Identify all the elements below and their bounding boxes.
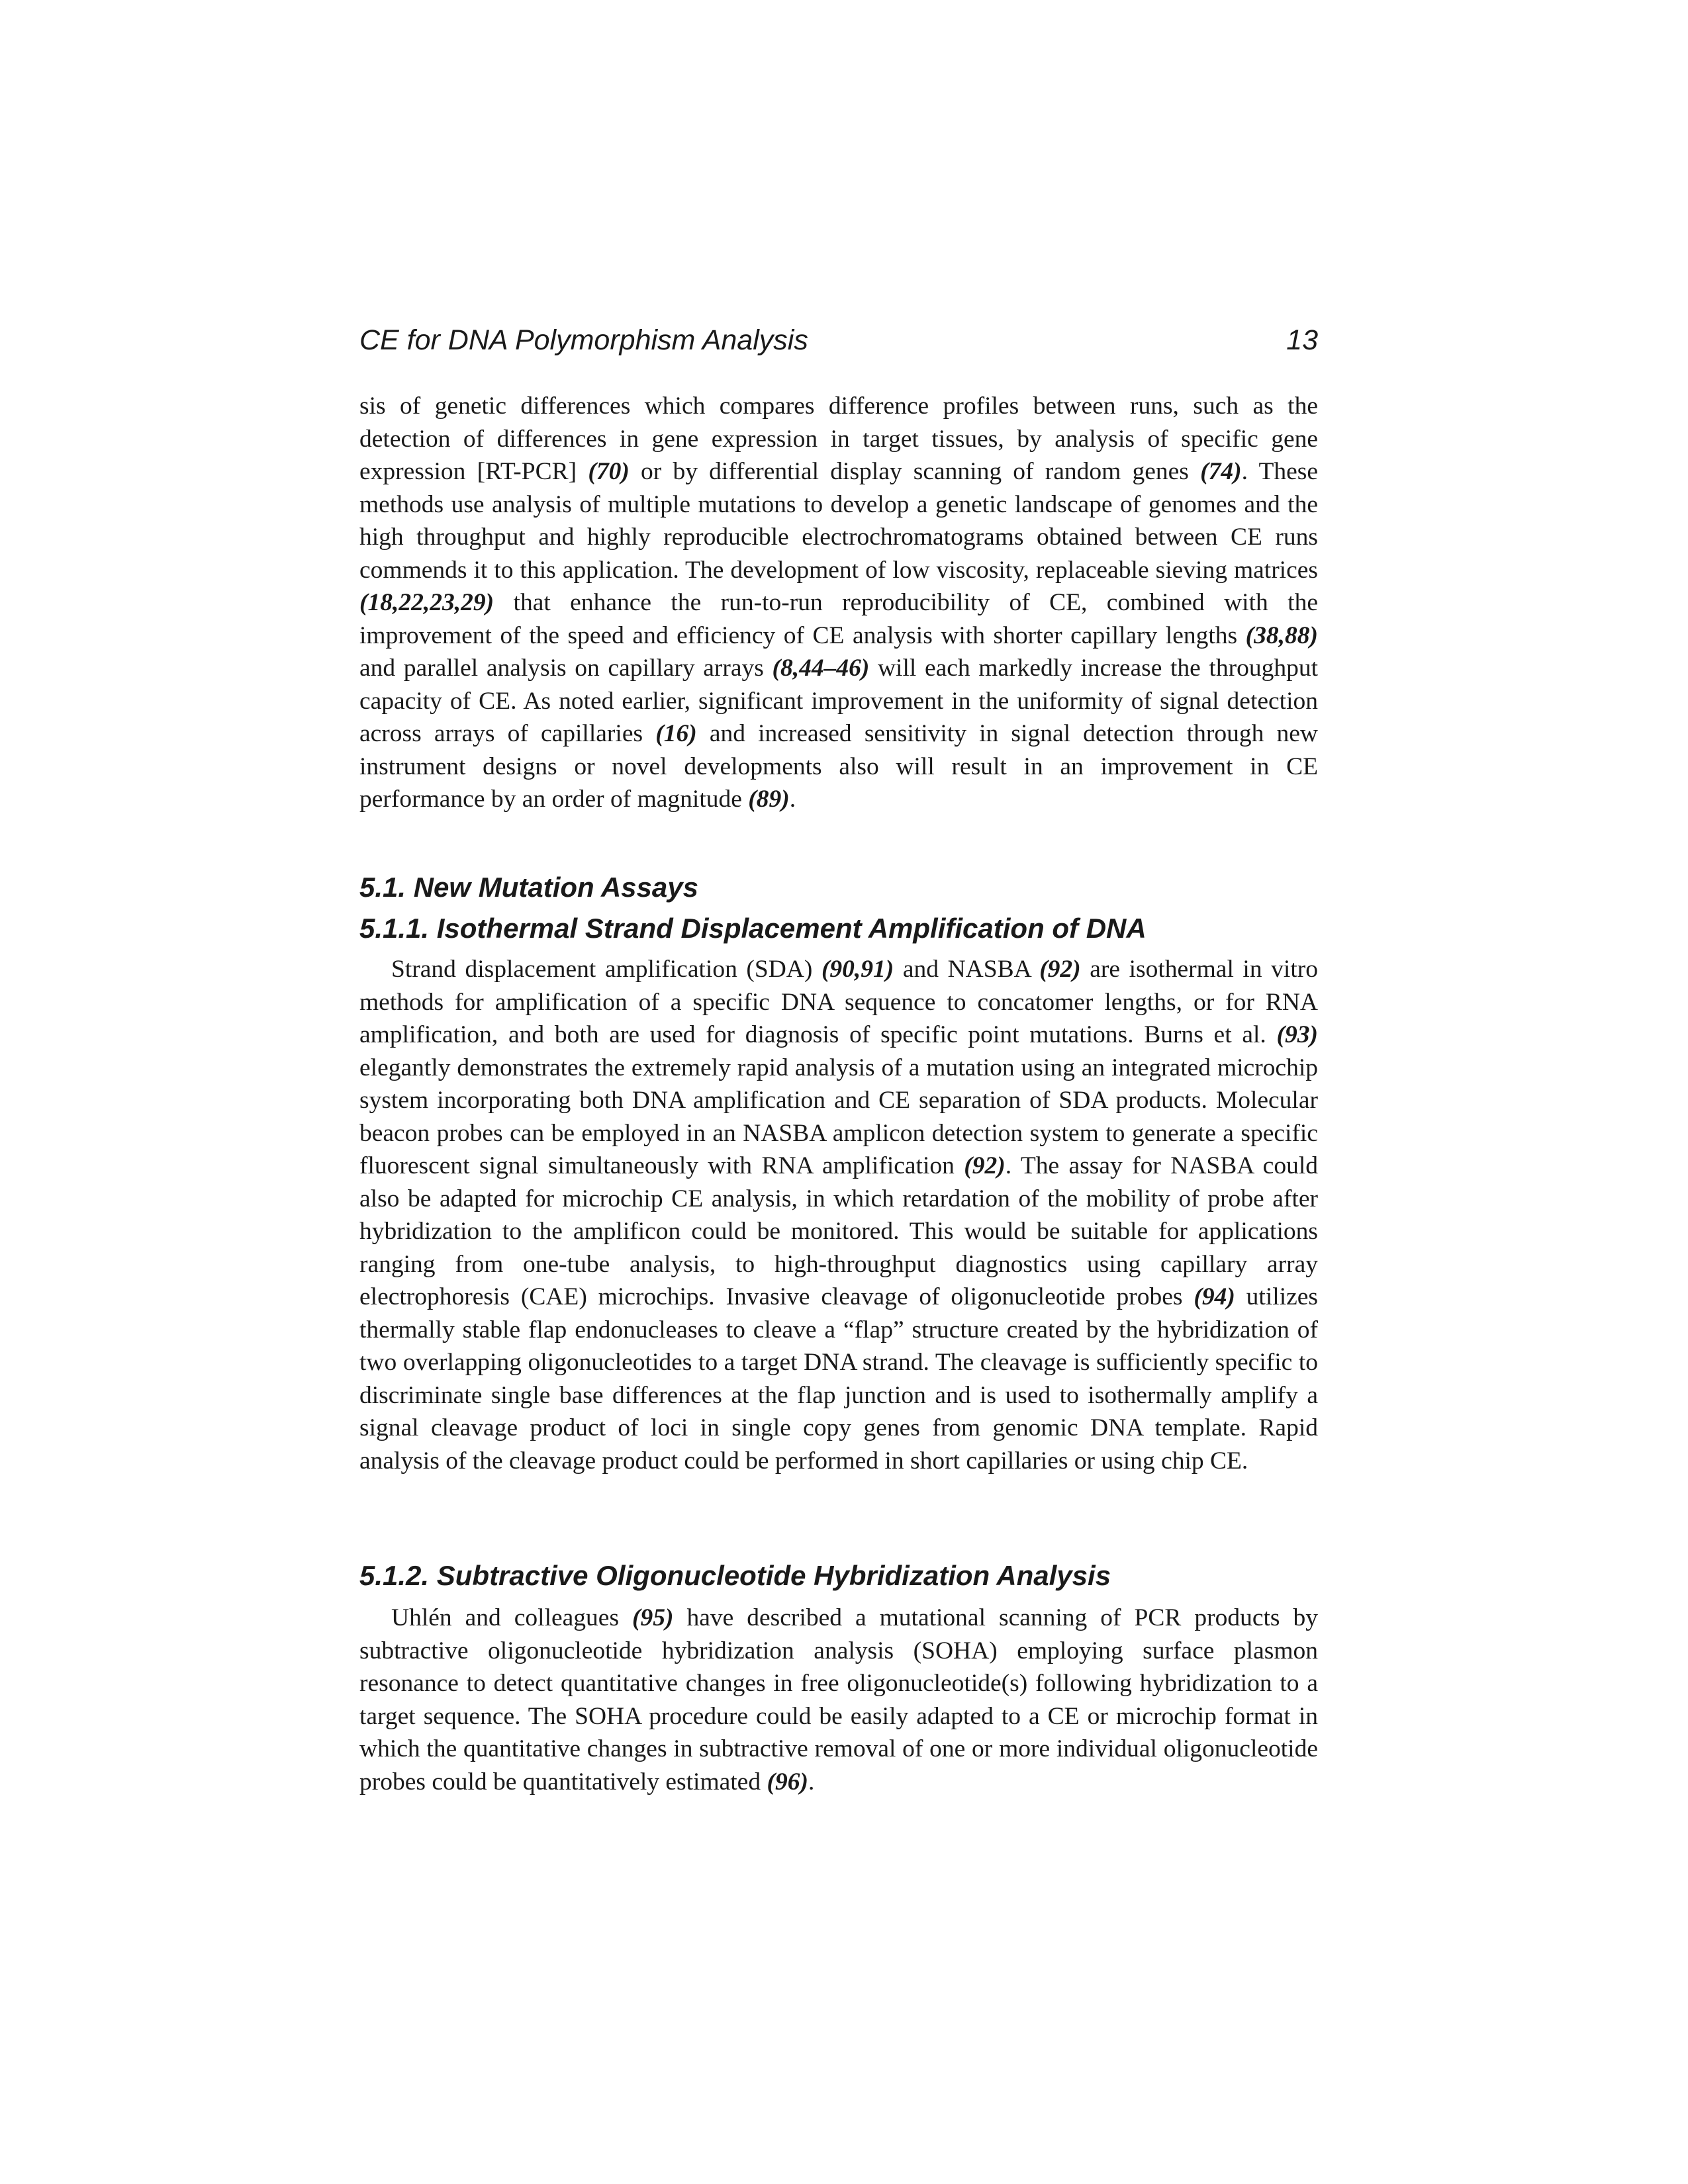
section-heading-5-1-1: 5.1.1. Isothermal Strand Displacement Amplification of DNA [359,913,1147,944]
citation-ref: (18,22,23,29) [359,589,494,616]
section-heading-5-1-2: 5.1.2. Subtractive Oligonucleotide Hybridization Analysis [359,1560,1111,1591]
citation-ref: (70) [588,458,630,485]
text-run: elegantly demonstrates the extremely rapid analysis of a mutation using an integrated microchip system incorporating both DNA amplification and CE separation of SDA products. Molecular beacon probes can be employed in an NASBA amplicon detection system to generate a specific fluorescent signal simultaneously with RNA amplification [359,1054,1318,1179]
text-run: and parallel analysis on capillary arrays [359,655,773,682]
heading-block-5-1-2 [359,1557,1318,1594]
paragraph-soha [359,1602,1318,1798]
citation-ref: (95) [632,1604,674,1631]
text-run: Strand displacement amplification (SDA) [391,956,821,983]
citation-ref: (74) [1200,458,1242,485]
section-heading-5-1: 5.1. New Mutation Assays [359,872,698,903]
paragraph-intro-block [359,390,1318,816]
text-run: and increased sensitivity in signal detection through new instrument designs or novel developments also will result in an improvement in CE performance by an order of magnitude [359,720,1318,813]
citation-ref: (8,44–46) [772,655,870,682]
text-run: sis of genetic differences which compares difference profiles between runs, such as the detection of differences in gene expression in target tissues, by analysis of specific gene expression [RT-PCR] [359,392,1318,485]
paragraph-soha-block [359,1602,1318,1798]
text-run: . These methods use analysis of multiple mutations to develop a genetic landscape of genomes and the high throughput and highly reproducible electrochromatograms obtained between CE runs commends it to this application. The development of low viscosity, replaceable sieving matrices [359,458,1318,584]
text-run: are isothermal in vitro methods for amplification of a specific DNA sequence to concatomer lengths, or for RNA amplification, and both are used for diagnosis of specific point mutations. Burns et al. [359,956,1318,1048]
text-run: will each markedly increase the throughput capacity of CE. As noted earlier, significant improvement in the uniformity of signal detection across arrays of capillaries [359,655,1318,747]
paragraph-sda [359,953,1318,1477]
heading-block-5-1-1 [359,910,1318,947]
heading-block-5-1 [359,869,1318,906]
citation-ref: (89) [748,786,790,813]
citation-ref: (94) [1194,1283,1235,1310]
running-head [359,320,1318,360]
citation-ref: (38,88) [1245,621,1318,649]
page-number: 13 [1286,324,1318,356]
text-run: Uhlén and colleagues [391,1604,633,1631]
citation-ref: (90,91) [821,956,894,983]
citation-ref: (92) [1039,956,1081,983]
text-run: . The assay for NASBA could also be adapted for microchip CE analysis, in which retardation of the mobility of probe after hybridization to the amplificon could be monitored. This would be suitable for applications ranging from one-tube analysis, to high-throughput diagnostics using capillary array electrophoresis (CAE) microchips. Invasive cleavage of oligonucleotide probes [359,1152,1318,1310]
citation-ref: (92) [964,1152,1006,1179]
text-run: or by differential display scanning of random genes [629,458,1201,485]
paragraph-intro [359,390,1318,816]
text-run: . [789,786,796,813]
citation-ref: (16) [655,720,697,747]
running-head-title: CE for DNA Polymorphism Analysis [359,324,808,356]
text-run: . [808,1768,815,1796]
citation-ref: (96) [767,1768,808,1796]
citation-ref: (93) [1276,1021,1318,1048]
text-run: and NASBA [894,956,1040,983]
text-run: utilizes thermally stable flap endonucleases to cleave a “flap” structure created by the hybridization of two overlapping oligonucleotides to a target DNA strand. The cleavage is sufficiently specific to discriminate single base differences at the flap junction and is used to isothermally amplify a signal cleavage product of loci in single copy genes from genomic DNA template. Rapid analysis of the cleavage product could be performed in short capillaries or using chip CE. [359,1283,1318,1475]
text-run: that enhance the run-to-run reproducibility of CE, combined with the improvement of the speed and efficiency of CE analysis with shorter capillary lengths [359,589,1318,649]
paragraph-sda-block [359,953,1318,1477]
text-run: have described a mutational scanning of PCR products by subtractive oligonucleotide hybridization analysis (SOHA) employing surface plasmon resonance to detect quantitative changes in free oligonucleotide(s) following hybridization to a target sequence. The SOHA procedure could be easily adapted to a CE or microchip format in which the quantitative changes in subtractive removal of one or more individual oligonucleotide probes could be quantitatively estimated [359,1604,1319,1796]
